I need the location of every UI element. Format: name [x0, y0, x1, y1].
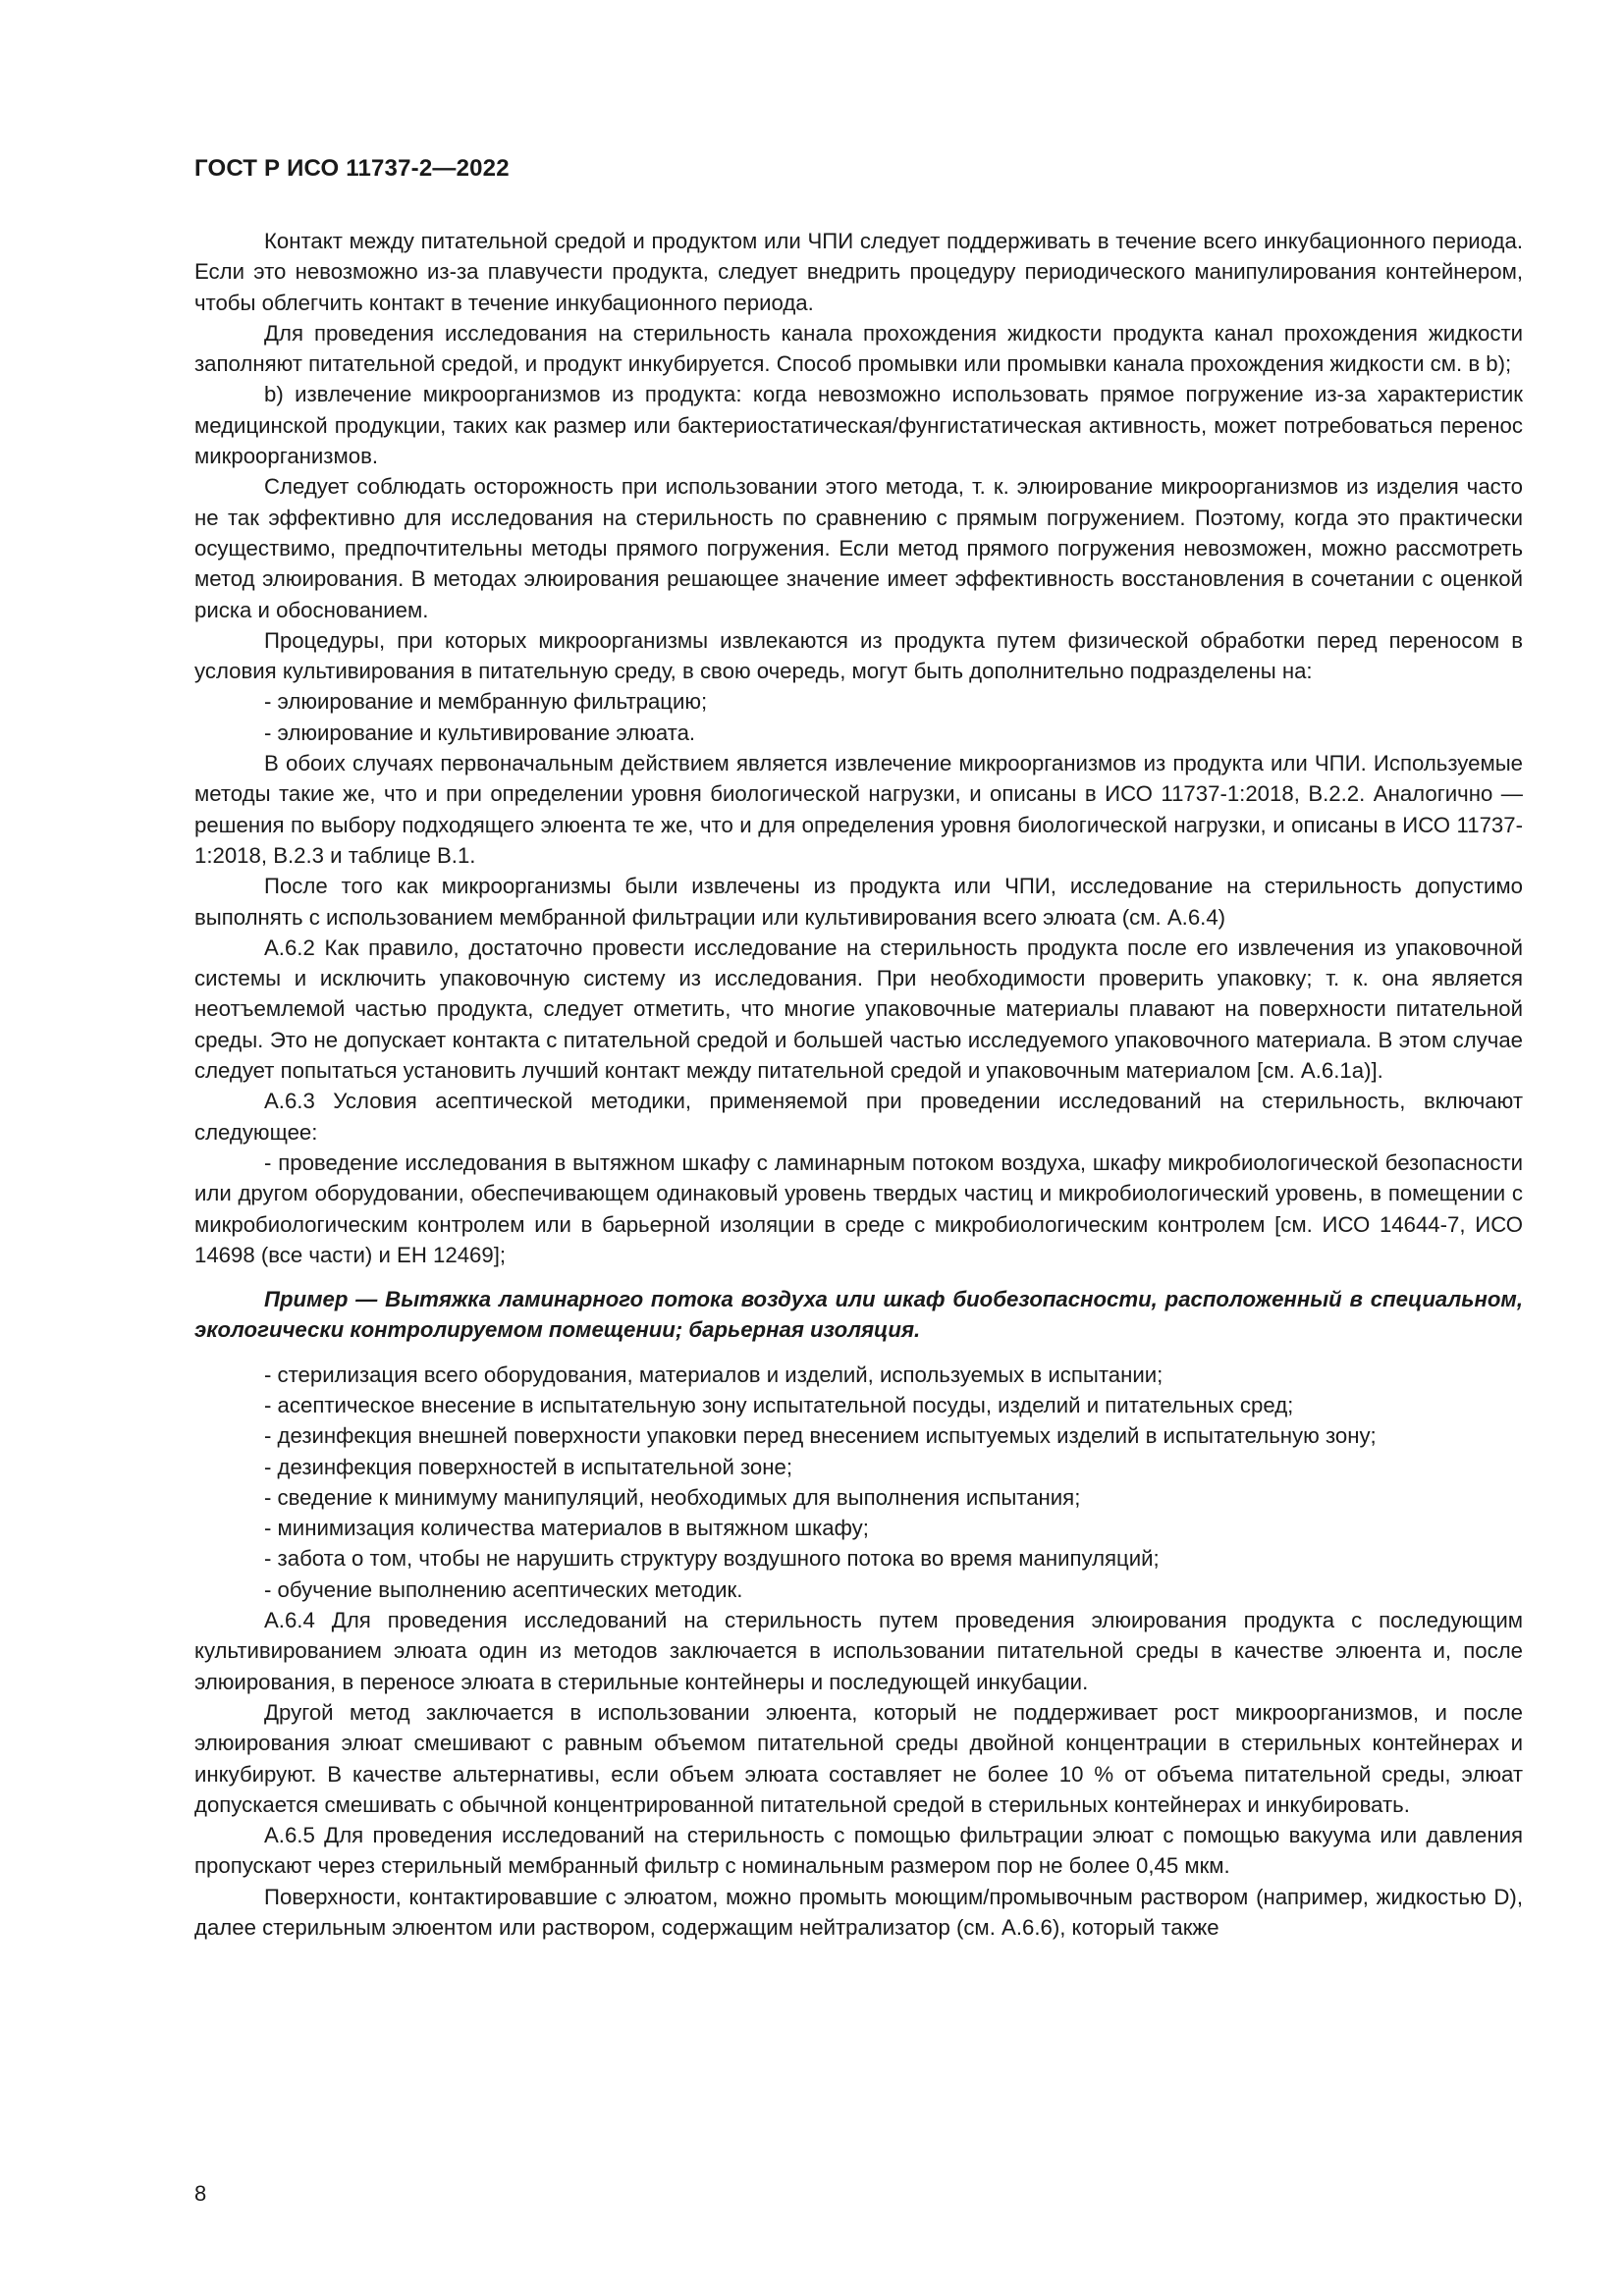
paragraph: А.6.4 Для проведения исследований на стерильность путем проведения элюирования продукта с последующим культивированием элюата один из методов заключается в использовании питательной среды в качестве элюента и, после элюирования, в переносе элюата в стерильные контейнеры и последующей инкубации.	[194, 1608, 1523, 1694]
list-item: - стерилизация всего оборудования, материалов и изделий, используемых в испытании;	[264, 1362, 1164, 1387]
list-item: - минимизация количества материалов в вытяжном шкафу;	[264, 1516, 869, 1541]
list-item: - забота о том, чтобы не нарушить структуру воздушного потока во время манипуляций;	[264, 1546, 1160, 1572]
list-item: - элюирование и культивирование элюата.	[264, 720, 696, 745]
document-header: ГОСТ Р ИСО 11737-2—2022	[194, 155, 510, 182]
paragraph: Поверхности, контактировавшие с элюатом, можно промыть моющим/промывочным раствором (например, жидкостью D), далее стерильным элюентом или раствором, содержащим нейтрализатор (см. А.6.6), который также	[194, 1884, 1523, 1941]
document-body	[194, 226, 1523, 1943]
paragraph: b) извлечение микроорганизмов из продукта: когда невозможно использовать прямое погружение из-за характеристик медицинской продукции, таких как размер или бактериостатическая/фунгистатическая активность, может потребоваться перенос микроорганизмов.	[194, 382, 1523, 469]
paragraph: Для проведения исследования на стерильность канала прохождения жидкости продукта канал прохождения жидкости заполняют питательной средой, и продукт инкубируется. Способ промывки или промывки канала прохождения жидкости см. в b);	[194, 320, 1523, 377]
paragraph: Процедуры, при которых микроорганизмы извлекаются из продукта путем физической обработки перед переносом в условия культивирования в питательную среду, в свою очередь, могут быть дополнительно подразделены на:	[194, 627, 1523, 684]
paragraph: А.6.2 Как правило, достаточно провести исследование на стерильность продукта после его извлечения из упаковочной системы и исключить упаковочную систему из исследования. При необходимости проверить упаковку; т. к. она является неотъемлемой частью продукта, следует отметить, что многие упаковочные материалы плавают на поверхности питательной среды. Это не допускает контакта с питательной средой и большей частью исследуемого упаковочного материала. В этом случае следует попытаться установить лучший контакт между питательной средой и упаковочным материалом [см. А.6.1а)].	[194, 934, 1523, 1084]
paragraph: После того как микроорганизмы были извлечены из продукта или ЧПИ, исследование на стерильность допустимо выполнять с использованием мембранной фильтрации или культивирования всего элюата (см. А.6.4)	[194, 874, 1523, 930]
paragraph: Контакт между питательной средой и продуктом или ЧПИ следует поддерживать в течение всего инкубационного периода. Если это невозможно из-за плавучести продукта, следует внедрить процедуру периодического манипулирования контейнером, чтобы облегчить контакт в течение инкубационного периода.	[194, 229, 1523, 315]
list-item: - дезинфекция поверхностей в испытательной зоне;	[264, 1454, 793, 1479]
list-item: - асептическое внесение в испытательную зону испытательной посуды, изделий и питательных сред;	[264, 1392, 1294, 1417]
list-item: - дезинфекция внешней поверхности упаковки перед внесением испытуемых изделий в испытательную зону;	[264, 1423, 1377, 1449]
paragraph: А.6.3 Условия асептической методики, применяемой при проведении исследований на стерильность, включают следующее:	[194, 1089, 1523, 1145]
paragraph: А.6.5 Для проведения исследований на стерильность с помощью фильтрации элюат с помощью вакуума или давления пропускают через стерильный мембранный фильтр с номинальным размером пор не более 0,45 мкм.	[194, 1823, 1523, 1879]
list-item: - элюирование и мембранную фильтрацию;	[264, 689, 708, 715]
list-item: - обучение выполнению асептических методик.	[264, 1576, 743, 1602]
list-item: - сведение к минимуму манипуляций, необходимых для выполнения испытания;	[264, 1484, 1081, 1510]
paragraph: Другой метод заключается в использовании элюента, который не поддерживает рост микроорганизмов, и после элюирования элюат смешивают с равным объемом питательной среды двойной концентрации в стерильных контейнерах и инкубируют. В качестве альтернативы, если объем элюата составляет не более 10 % от объема питательной среды, элюат допускается смешивать с обычной концентрированной питательной средой в стерильных контейнерах и инкубировать.	[194, 1699, 1523, 1817]
list-item: - проведение исследования в вытяжном шкафу с ламинарным потоком воздуха, шкафу микробиологической безопасности или другом оборудовании, обеспечивающем одинаковый уровень твердых частиц и микробиологический уровень, в помещении с микробиологическим контролем или в барьерной изоляции в среде с микробиологическим контролем [см. ИСО 14644-7, ИСО 14698 (все части) и ЕН 12469];	[194, 1149, 1523, 1267]
paragraph: В обоих случаях первоначальным действием является извлечение микроорганизмов из продукта или ЧПИ. Используемые методы такие же, что и при определении уровня биологической нагрузки, и описаны в ИСО 11737-1:2018, B.2.2. Аналогично — решения по выбору подходящего элюента те же, что и для определения уровня биологической нагрузки, и описаны в ИСО 11737-1:2018, B.2.3 и таблице B.1.	[194, 751, 1523, 868]
page-number: 8	[194, 2181, 207, 2206]
paragraph: Следует соблюдать осторожность при использовании этого метода, т. к. элюирование микроорганизмов из изделия часто не так эффективно для исследования на стерильность по сравнению с прямым погружением. Поэтому, когда это практически осуществимо, предпочтительны методы прямого погружения. Если метод прямого погружения невозможен, можно рассмотреть метод элюирования. В методах элюирования решающее значение имеет эффективность восстановления в сочетании с оценкой риска и обоснованием.	[194, 474, 1523, 622]
example-note: Пример — Вытяжка ламинарного потока воздуха или шкаф биобезопасности, расположенный в специальном, экологически контролируемом помещении; барьерная изоляция.	[194, 1287, 1523, 1343]
